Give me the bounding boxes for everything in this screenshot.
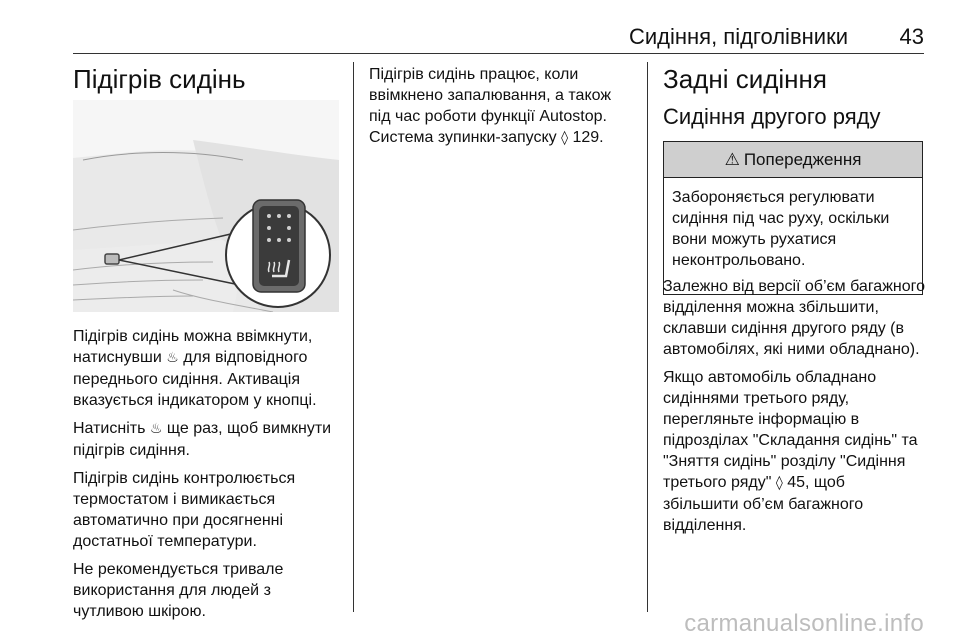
text-line: неконтрольовано. <box>672 252 806 269</box>
warning-title: Попередження <box>743 149 862 169</box>
text-line: достатньої температури. <box>73 533 257 550</box>
header-title: Сидіння, підголівники <box>628 24 848 49</box>
text-line: Залежно від версії об’єм багажного <box>663 278 926 295</box>
page-reference-link[interactable]: 129. <box>568 129 604 146</box>
text-line: збільшити об’єм багажного <box>663 496 864 513</box>
text-line: Натисніть <box>73 420 150 437</box>
column-1-text <box>73 326 348 629</box>
text-line: ввімкнено запалювання, а також <box>369 87 612 104</box>
text-line: "Зняття сидінь" розділу "Сидіння <box>663 453 906 470</box>
text-line: склавши сидіння другого ряду (в <box>663 320 904 337</box>
text-line: для відповідного <box>178 349 308 366</box>
text-line: підігрів сидіння. <box>73 442 190 459</box>
column-divider-2 <box>647 62 648 612</box>
text-line: ще раз, щоб вимкнути <box>162 420 332 437</box>
warning-body <box>664 178 922 280</box>
page-number: 43 <box>899 24 924 49</box>
paragraph-deactivation <box>73 418 348 461</box>
text-line: Не рекомендується тривале <box>73 561 284 578</box>
paragraph-thermostat <box>73 468 348 552</box>
column-divider-1 <box>353 62 354 612</box>
paragraph-sensitive-skin <box>73 559 348 622</box>
text-line: під час роботи функції Autostop. <box>369 108 607 125</box>
text-line: третього ряду" <box>663 474 776 491</box>
text-line: вони можуть рухатися <box>672 231 837 248</box>
warning-header <box>664 142 922 178</box>
paragraph-cargo-volume <box>663 276 953 360</box>
paragraph-activation <box>73 326 348 411</box>
text-line: сидіння під час руху, оскільки <box>672 210 890 227</box>
watermark: carmanualsonline.info <box>684 610 924 637</box>
section-heading-rear-seats: Задні сидіння <box>663 64 827 94</box>
page-reference-icon: ◊ <box>775 475 783 491</box>
text-line: чутливою шкірою. <box>73 603 206 620</box>
column-2-text <box>369 64 641 156</box>
text-line: Підігрів сидінь можна ввімкнути, <box>73 328 313 345</box>
text-line: підрозділах "Складання сидінь" та <box>663 432 918 449</box>
text-line: перегляньте інформацію в <box>663 411 860 428</box>
seat-heat-icon: ♨ <box>166 350 179 366</box>
text-line: Підігрів сидінь контролюється <box>73 470 296 487</box>
text-line: сидіннями третього ряду, <box>663 390 850 407</box>
text-line: автоматично при досягненні <box>73 512 284 529</box>
section-heading-seat-heating: Підігрів сидінь <box>73 64 246 94</box>
seat-heating-illustration <box>73 100 339 312</box>
text-line: використання для людей з <box>73 582 271 599</box>
page-reference-link[interactable]: 45, щоб <box>782 474 845 491</box>
text-line: Якщо автомобіль обладнано <box>663 369 877 386</box>
text-line: термостатом і вимикається <box>73 491 276 508</box>
paragraph-ignition <box>369 64 641 149</box>
seat-heating-figure-svg <box>73 100 339 312</box>
column-3-text <box>663 276 953 543</box>
text-line: Забороняється регулювати <box>672 189 875 206</box>
header-rule <box>73 53 924 54</box>
page-reference-icon: ◊ <box>561 130 569 146</box>
text-line: переднього сидіння. Активація <box>73 371 301 388</box>
warning-box <box>663 141 926 295</box>
text-line: автомобілях, які ними обладнано). <box>663 341 920 358</box>
warning-triangle-icon: ⚠ <box>724 149 740 170</box>
text-line: вказується індикатором у кнопці. <box>73 392 317 409</box>
paragraph-third-row <box>663 367 953 536</box>
subheading-second-row: Сидіння другого ряду <box>663 104 881 129</box>
seat-heat-icon: ♨ <box>149 421 163 437</box>
text-line: Система зупинки-запуску <box>369 129 562 146</box>
text-line: відділення можна збільшити, <box>663 299 879 316</box>
page-header <box>0 24 960 54</box>
text-line: відділення. <box>663 517 747 534</box>
text-line: натиснувши <box>73 349 167 366</box>
text-line: Підігрів сидінь працює, коли <box>369 66 579 83</box>
